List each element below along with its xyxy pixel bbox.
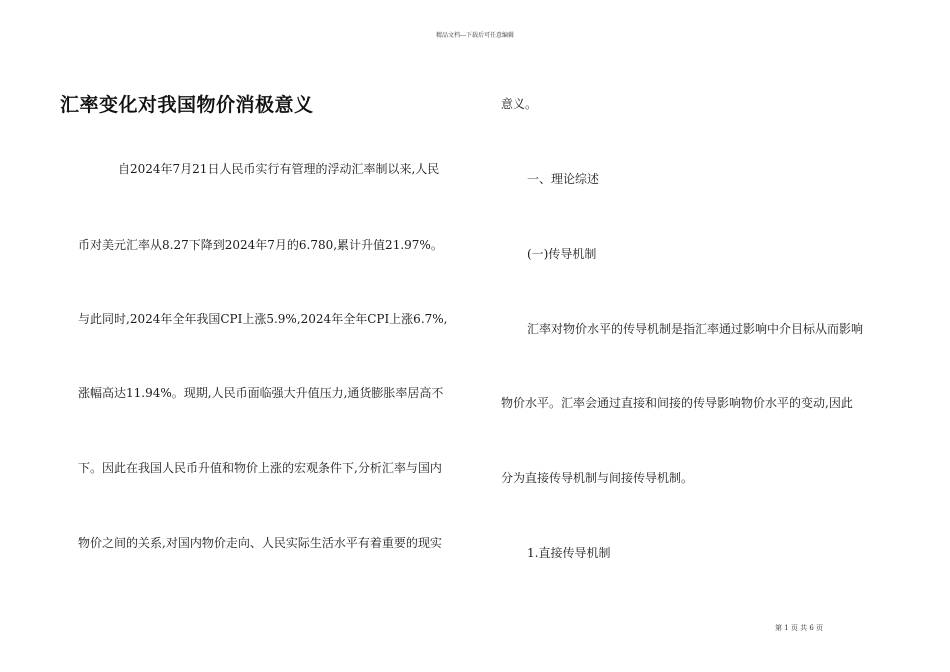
paragraph-line: 币对美元汇率从8.27下降到2024年7月的6.780,累计升值21.97%。: [78, 238, 443, 252]
subsection-heading: (一)传导机制: [527, 247, 597, 261]
paragraph-line: 意义。: [501, 97, 538, 111]
paragraph-line: 下。因此在我国人民币升值和物价上涨的宏观条件下,分析汇率与国内: [78, 461, 442, 475]
paragraph-line: 自2024年7月21日人民币实行有管理的浮动汇率制以来,人民: [118, 162, 440, 176]
paragraph-line: 汇率对物价水平的传导机制是指汇率通过影响中介目标从而影响: [527, 322, 864, 336]
document-title: 汇率变化对我国物价消极意义: [60, 94, 314, 116]
paragraph-line: 物价水平。汇率会通过直接和间接的传导影响物价水平的变动,因此: [501, 396, 853, 410]
paragraph-line: 物价之间的关系,对国内物价走向、人民实际生活水平有着重要的现实: [78, 536, 442, 550]
section-heading: 一、理论综述: [527, 172, 600, 186]
paragraph-line: 涨幅高达11.94%。现期,人民币面临强大升值压力,通货膨胀率居高不: [78, 386, 444, 400]
paragraph-line: 与此同时,2024年全年我国CPI上涨5.9%,2024年全年CPI上涨6.7%,: [78, 312, 448, 326]
paragraph-line: 分为直接传导机制与间接传导机制。: [501, 471, 694, 485]
subsection-heading: 1.直接传导机制: [527, 546, 611, 560]
header-note: 精品文档---下载后可任意编辑: [435, 32, 515, 39]
page-number: 第 1 页 共 6 页: [775, 624, 824, 632]
